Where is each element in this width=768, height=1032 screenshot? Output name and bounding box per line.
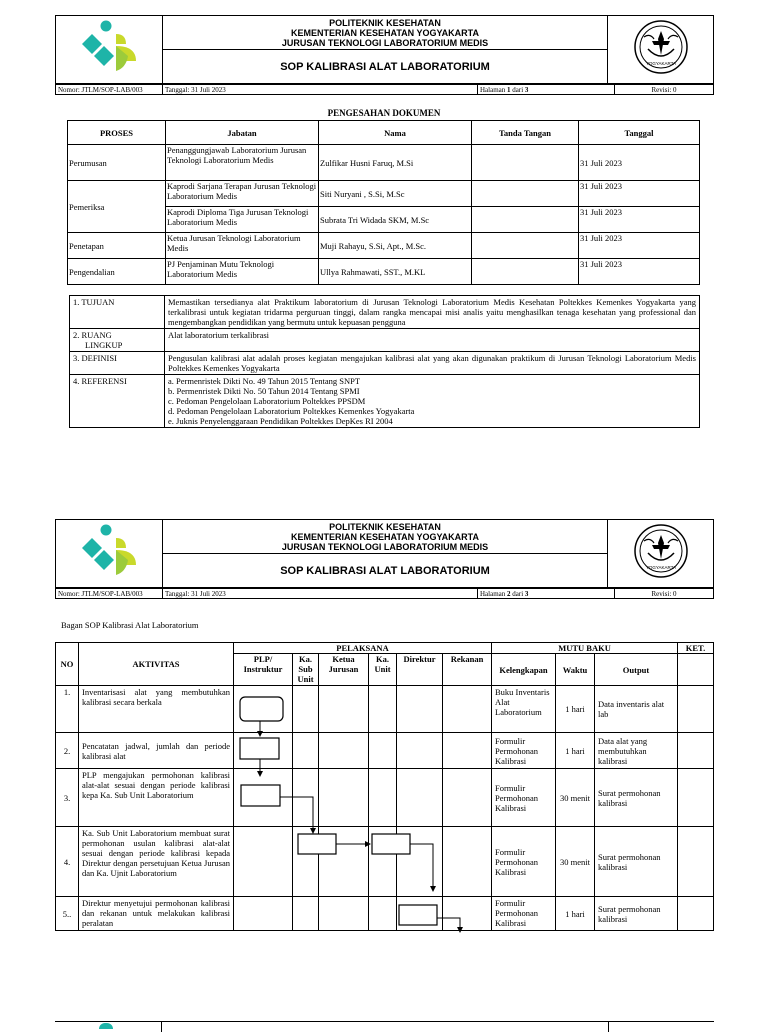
flow-header-aktivitas: AKTIVITAS	[79, 643, 234, 686]
approval-title: PENGESAHAN DOKUMEN	[327, 108, 441, 118]
sop-title: SOP KALIBRASI ALAT LABORATORIUM	[163, 554, 608, 588]
flow-header-kasub: Ka. Sub Unit	[293, 654, 319, 686]
flow-process-3	[241, 785, 280, 806]
flow-header-ket: KET.	[678, 643, 714, 654]
flow-header-kelengkapan: Kelengkapan	[492, 654, 556, 686]
definisi-text: Pengusulan kalibrasi alat adalah proses kegiatan mengajukan kalibrasi alat yang akan digunakan praktikum di Jurusan Teknologi Laboratorium Medis Poltekkes Kemenkes Yogyakarta	[165, 352, 700, 375]
flow-header-direktur: Direktur	[397, 654, 443, 686]
approval-header-jabatan: Jabatan	[166, 121, 319, 145]
flow-header-rekanan: Rekanan	[443, 654, 492, 686]
list-item: c. Pedoman Pengelolaan Laboratorium Poltekkes PPSDM	[168, 396, 366, 406]
flow-connector	[280, 797, 313, 831]
header-line-1: POLITEKNIK KESEHATAN	[329, 17, 441, 28]
table-row: Pemeriksa Kaprodi Sarjana Terapan Jurusan Teknologi Laboratorium Medis Siti Nuryani , S.Si, M.Sc 31 Juli 2023	[68, 181, 700, 207]
header-line-3: JURUSAN TEKNOLOGI LABORATORIUM MEDIS	[281, 37, 489, 48]
flow-header-pelaksana: PELAKSANA	[234, 643, 492, 654]
seal-text: YOGYAKARTA	[645, 61, 676, 66]
table-row: Kaprodi Diploma Tiga Jurusan Teknologi Laboratorium Medis Subrata Tri Widada SKM, M.Sc 31 Juli 2023	[68, 207, 700, 233]
flow-caption: Bagan SOP Kalibrasi Alat Laboratorium	[61, 620, 199, 630]
table-row: 3. PLP mengajukan permohonan kalibrasi alat-alat sesuai dengan periode kalibrasi kepa Ka. Sub Unit Laboratorium Formulir Permohonan Kalibrasi 30 menit Surat permohonan kalibrasi	[56, 769, 714, 827]
list-item: b. Permenristek Dikti No. 50 Tahun 2014 Tentang SPMI	[168, 386, 360, 396]
flow-header-waktu: Waktu	[556, 654, 595, 686]
flow-header-kaunit: Ka. Unit	[369, 654, 397, 686]
approval-header-ttd: Tanda Tangan	[472, 121, 579, 145]
table-row: 4. Ka. Sub Unit Laboratorium membuat surat permohonan usulan kalibrasi alat-alat sesuai dengan periode kalibrasi kepada Direktur dengan persetujuan Ketua Jurusan dan Ka. Ujnit Laboratorium Formulir Permohonan Kalibrasi 30 menit Surat permohonan kalibrasi	[56, 827, 714, 897]
flow-header-output: Output	[595, 654, 678, 686]
list-item: a. Permenristek Dikti No. 49 Tahun 2015 Tentang SNPT	[168, 376, 361, 386]
header-line-2: KEMENTERIAN KESEHATAN YOGYAKARTA	[290, 27, 479, 38]
flow-terminator-start	[240, 697, 283, 721]
ruang-text: Alat laboratorium terkalibrasi	[165, 329, 700, 352]
flow-header-no: NO	[56, 643, 79, 686]
table-row: Pengendalian PJ Penjaminan Mutu Teknologi Laboratorium Medis Ullya Rahmawati, SST., M.KL 31 Juli 2023	[68, 259, 700, 285]
header-line-1: POLITEKNIK KESEHATAN	[329, 521, 441, 532]
ruang-label: 2. RUANG LINGKUP	[70, 329, 165, 352]
approval-header-proses: PROSES	[68, 121, 166, 145]
doc-date: Tanggal: 31 Juli 2023	[163, 85, 478, 95]
flow-connector	[410, 844, 433, 889]
flow-process-5	[399, 905, 437, 925]
tujuan-label: 1. TUJUAN	[70, 296, 165, 329]
definisi-label: 3. DEFINISI	[70, 352, 165, 375]
flow-header-ketua: Ketua Jurusan	[319, 654, 369, 686]
header-line-2: KEMENTERIAN KESEHATAN YOGYAKARTA	[290, 531, 479, 542]
list-item: e. Juknis Penyelenggaraan Pendidikan Poltekkes DepKes RI 2004	[168, 416, 393, 426]
flow-header-mutu: MUTU BAKU	[492, 643, 678, 654]
doc-number: Nomor: JTLM/SOP-LAB/003	[56, 85, 163, 95]
sop-title: SOP KALIBRASI ALAT LABORATORIUM	[163, 50, 608, 84]
list-item: d. Pedoman Pengelolaan Laboratorium Poltekkes Kemenkes Yogyakarta	[168, 406, 415, 416]
revision: Revisi: 0	[615, 85, 714, 95]
page-indicator: Halaman 1 dari 3	[478, 85, 615, 95]
page-indicator: Halaman 2 dari 3	[478, 589, 615, 599]
approval-header-tanggal: Tanggal	[579, 121, 700, 145]
table-row: 2. Pencatatan jadwal, jumlah dan periode kalibrasi alat Formulir Permohonan Kalibrasi 1 hari Data alat yang membutuhkan kalibrasi	[56, 733, 714, 769]
revision: Revisi: 0	[615, 589, 714, 599]
flow-process-4a	[298, 834, 336, 854]
flow-header-plp: PLP/ Instruktur	[234, 654, 293, 686]
referensi-label: 4. REFERENSI	[70, 375, 165, 428]
seal-text: YOGYAKARTA	[645, 565, 676, 570]
flow-process-2	[240, 738, 279, 759]
doc-number: Nomor: JTLM/SOP-LAB/003	[56, 589, 163, 599]
table-row: Penetapan Ketua Jurusan Teknologi Laboratorium Medis Muji Rahayu, S.Si, Apt., M.Sc. 31 Juli 2023	[68, 233, 700, 259]
flow-process-4b	[372, 834, 410, 854]
table-row: Perumusan Penanggungjawab Laboratorium Jurusan Teknologi Laboratorium Medis Zulfikar Husni Faruq, M.Si 31 Juli 2023	[68, 145, 700, 181]
table-row: 1. Inventarisasi alat yang membutuhkan kalibrasi secara berkala Buku Inventaris Alat Laboratorium 1 hari Data inventaris alat lab	[56, 686, 714, 733]
approval-header-nama: Nama	[319, 121, 472, 145]
flow-connector	[437, 918, 460, 930]
doc-date: Tanggal: 31 Juli 2023	[163, 589, 478, 599]
header-line-3: JURUSAN TEKNOLOGI LABORATORIUM MEDIS	[281, 541, 489, 552]
next-page-header-edge	[55, 1021, 714, 1032]
table-row: 5.. Direktur menyetujui permohonan kalibrasi dan rekanan untuk melakukan kalibrasi peralatan Formulir Permohonan Kalibrasi 1 hari Surat permohonan kalibrasi	[56, 897, 714, 931]
tujuan-text: Memastikan tersedianya alat Praktikum laboratorium di Jurusan Teknologi Laboratorium Medis Kesehatan Poltekkes Kemenkes Yogyakarta yang terkalibrasi untuk kegiatan tridarma perguruan tinggi, dalam rangka mencapai misi analis yaitu menghasilkan tenaga kesehatan yang professional dan mengembangkan pendidikan yang bermutu untuk kepuasan pengguna	[165, 296, 700, 329]
